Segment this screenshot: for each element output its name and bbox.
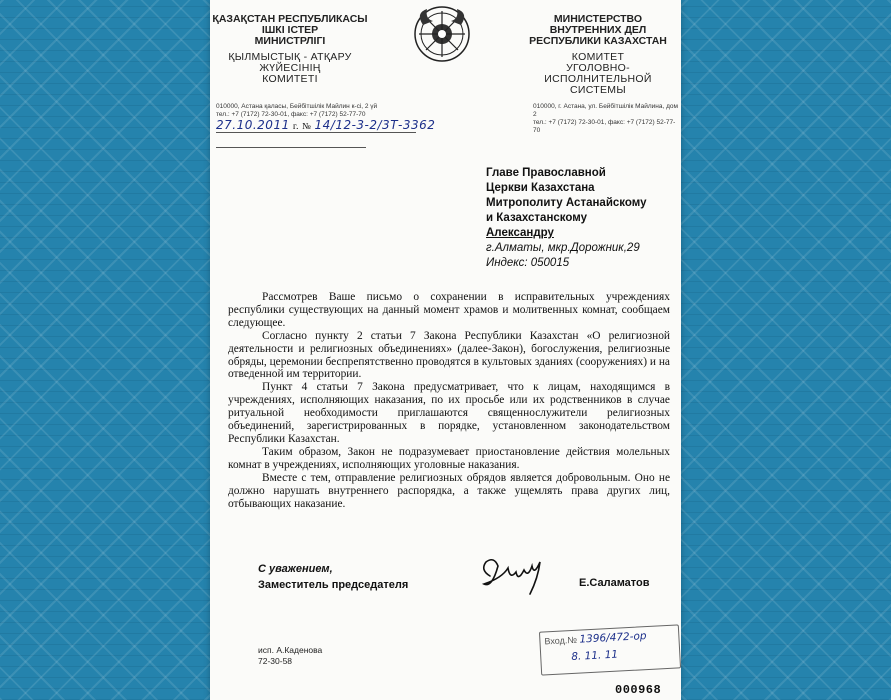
header-left-subline: КОМИТЕТІ [262,73,318,85]
header-right-subline: КОМИТЕТ [571,51,625,63]
serial-number: 000968 [615,683,662,697]
letter-body [228,291,670,510]
closing-position: Заместитель председателя [258,579,409,591]
body-paragraph: Пункт 4 статьи 7 Закона предусматривает, что к лицам, находящимся в учреждениях, исполняющих наказания, по их просьбе или их родственников в случае ритуальной необходимости приглашаются священнослужители религиозных объединений, зарегистрированных в порядке, установленном законодательством Республики Казахстан. [228,381,670,445]
header-russian [515,14,681,96]
addressee-line: и Казахстанскому [486,212,588,224]
stamp-number: 1396/472-ор [579,630,647,646]
address-kazakh [216,103,391,119]
executor-name: исп. А.Каденова [258,645,323,655]
registration-underline [216,132,416,133]
registration-line [216,118,435,132]
addressee-name: Александру [486,227,554,239]
header-right-line: ВНУТРЕННИХ ДЕЛ [549,24,647,36]
addressee-line: Главе Православной [486,167,606,179]
header-right-subline: УГОЛОВНО-ИСПОЛНИТЕЛЬНОЙ [544,62,652,85]
registration-g-label: г. [292,121,299,131]
registration-date: 27.10.2011 [216,118,290,132]
address-line: тел.: +7 (7172) 72-30-01, факс: +7 (7172) 52-77-70 [216,111,366,118]
header-right-subline: СИСТЕМЫ [570,84,626,96]
address-line: 010000, Астана қаласы, Бейбітшілік Майлин к-сі, 2 үй [216,103,378,110]
address-line: 010000, г. Астана, ул. Бейбітшілік Майлина, дом 2 [533,103,678,118]
addressee-address: г.Алматы, мкр.Дорожник,29 [486,242,640,254]
header-right-line: РЕСПУБЛИКИ КАЗАХСТАН [529,35,667,47]
closing-greeting: С уважением, [258,563,333,575]
header-kazakh [210,14,370,85]
registration-number: 14/12-3-2/3Т-3362 [314,118,436,132]
letter-page [210,0,681,700]
body-paragraph: Вместе с тем, отправление религиозных обрядов является добровольным. Оно не должно нарушать внутреннего распорядка, а также ущемлять права других лиц, отбывающих наказание. [228,471,670,510]
header-left-subline: ЖҮЙЕСІНІҢ [259,62,321,74]
addressee-line: Церкви Казахстана [486,182,595,194]
address-russian [533,103,678,135]
header-left-line: ҚАЗАҚСТАН РЕСПУБЛИКАСЫ [212,13,368,25]
addressee-index: Индекс: 050015 [486,257,570,269]
registration-number-label: № [302,121,312,131]
stamp-date: 8. 11. 11 [571,648,619,664]
header-left-line: МИНИСТРЛІГІ [254,35,326,47]
executor-phone: 72-30-58 [258,656,293,666]
signer-name: Е.Саламатов [579,577,650,589]
executor-block [258,645,322,667]
incoming-stamp [539,624,681,675]
header-left-line: ІШКІ ІСТЕР [261,24,319,36]
stamp-line [544,630,647,647]
reference-underline [216,147,366,148]
body-paragraph: Таким образом, Закон не подразумевает приостановление действия молельных комнат в учреждениях, исполняющих уголовные наказания. [228,445,670,471]
header-right-line: МИНИСТЕРСТВО [553,13,643,25]
body-paragraph: Согласно пункту 2 статьи 7 Закона Республики Казахстан «О религиозной деятельности и религиозных объединениях» (далее-Закон), богослужения, религиозные обряды, церемонии беспрепятственно проводятся в культовых зданиях (сооружениях) и на отведенной им территории. [228,329,670,381]
header-left-subline: ҚЫЛМЫСТЫҚ - АТҚАРУ [228,51,352,63]
state-emblem-icon [413,5,471,63]
handwritten-signature [472,548,562,598]
stamp-label: Вход.№ [544,634,578,647]
address-line: тел.: +7 (7172) 72-30-01, факс: +7 (7172) 52-77-70 [533,119,676,134]
addressee-block [486,166,676,271]
body-paragraph: Рассмотрев Ваше письмо о сохранении в исправительных учреждениях республики существующих на данный момент храмов и молитвенных комнат, сообщаем следующее. [228,291,670,329]
closing-block [258,561,408,593]
addressee-line: Митрополиту Астанайскому [486,197,647,209]
